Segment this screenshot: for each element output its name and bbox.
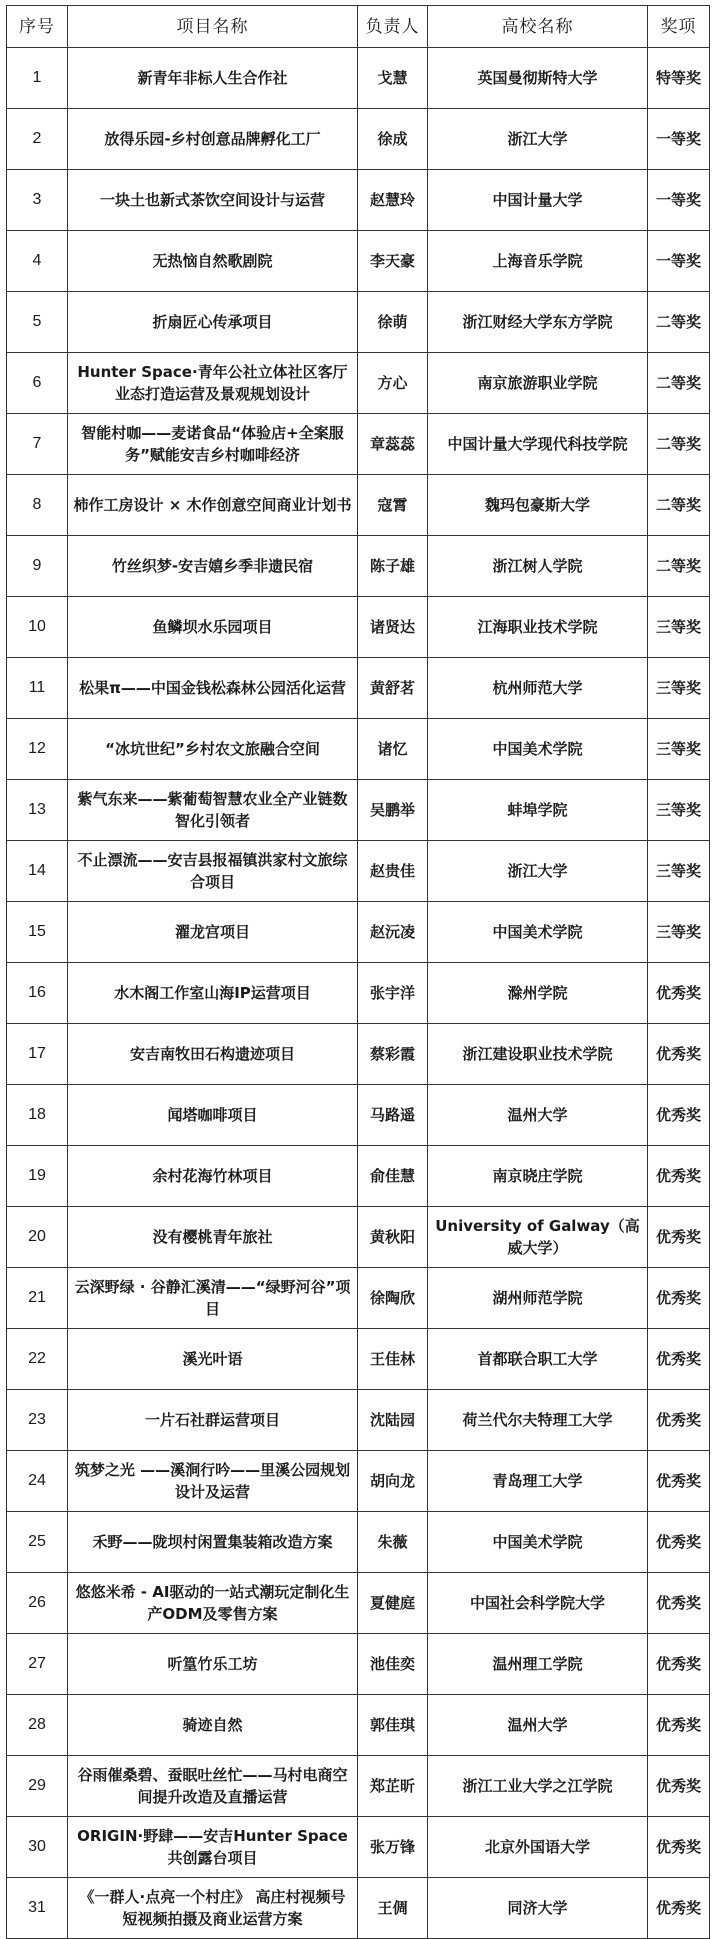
- cell-school: 杭州师范大学: [428, 658, 648, 719]
- cell-project: 一片石社群运营项目: [68, 1390, 358, 1451]
- cell-project: 无热恼自然歌剧院: [68, 231, 358, 292]
- cell-award: 三等奖: [648, 780, 710, 841]
- cell-award: 二等奖: [648, 292, 710, 353]
- cell-school: 南京晓庄学院: [428, 1146, 648, 1207]
- cell-award: 优秀奖: [648, 1817, 710, 1878]
- cell-leader: 张万锋: [358, 1817, 428, 1878]
- cell-award: 优秀奖: [648, 1756, 710, 1817]
- cell-school: 浙江财经大学东方学院: [428, 292, 648, 353]
- cell-award: 三等奖: [648, 597, 710, 658]
- cell-leader: 赵沅凌: [358, 902, 428, 963]
- cell-project: 紫气东来——紫葡萄智慧农业全产业链数智化引领者: [68, 780, 358, 841]
- cell-leader: 戈慧: [358, 48, 428, 109]
- cell-school: 江海职业技术学院: [428, 597, 648, 658]
- cell-no: 30: [7, 1817, 68, 1878]
- cell-school: University of Galway（高威大学）: [428, 1207, 648, 1268]
- header-school: 高校名称: [428, 6, 648, 48]
- cell-project: 悠悠米希 - AI驱动的一站式潮玩定制化生产ODM及零售方案: [68, 1573, 358, 1634]
- cell-award: 一等奖: [648, 170, 710, 231]
- cell-award: 优秀奖: [648, 1695, 710, 1756]
- table-row: [7, 719, 710, 780]
- cell-school: 青岛理工大学: [428, 1451, 648, 1512]
- cell-award: 优秀奖: [648, 963, 710, 1024]
- cell-no: 20: [7, 1207, 68, 1268]
- cell-school: 湖州师范学院: [428, 1268, 648, 1329]
- cell-no: 8: [7, 475, 68, 536]
- cell-leader: 诸贤达: [358, 597, 428, 658]
- table-row: [7, 1695, 710, 1756]
- cell-award: 三等奖: [648, 719, 710, 780]
- table-row: [7, 1756, 710, 1817]
- cell-no: 26: [7, 1573, 68, 1634]
- table-row: [7, 1024, 710, 1085]
- cell-project: 智能村咖——麦诺食品“体验店+全案服务”赋能安吉乡村咖啡经济: [68, 414, 358, 475]
- awards-sheet: [6, 5, 709, 1939]
- cell-leader: 黄秋阳: [358, 1207, 428, 1268]
- cell-leader: 章蕊蕊: [358, 414, 428, 475]
- cell-award: 特等奖: [648, 48, 710, 109]
- table-row: [7, 109, 710, 170]
- cell-school: 北京外国语大学: [428, 1817, 648, 1878]
- table-row: [7, 1268, 710, 1329]
- cell-leader: 诸忆: [358, 719, 428, 780]
- table-row: [7, 475, 710, 536]
- cell-leader: 王佳林: [358, 1329, 428, 1390]
- table-row: [7, 1085, 710, 1146]
- cell-project: Hunter Space·青年公社立体社区客厅业态打造运营及景观规划设计: [68, 353, 358, 414]
- cell-no: 6: [7, 353, 68, 414]
- cell-leader: 郭佳琪: [358, 1695, 428, 1756]
- cell-no: 27: [7, 1634, 68, 1695]
- cell-no: 15: [7, 902, 68, 963]
- cell-award: 优秀奖: [648, 1878, 710, 1939]
- cell-project: 新青年非标人生合作社: [68, 48, 358, 109]
- cell-award: 优秀奖: [648, 1207, 710, 1268]
- cell-project: 禾野——陇坝村闲置集装箱改造方案: [68, 1512, 358, 1573]
- table-row: [7, 841, 710, 902]
- cell-no: 2: [7, 109, 68, 170]
- cell-leader: 赵慧玲: [358, 170, 428, 231]
- cell-no: 31: [7, 1878, 68, 1939]
- cell-no: 10: [7, 597, 68, 658]
- cell-school: 温州大学: [428, 1085, 648, 1146]
- header-project: 项目名称: [68, 6, 358, 48]
- cell-no: 14: [7, 841, 68, 902]
- cell-leader: 寇霄: [358, 475, 428, 536]
- cell-no: 13: [7, 780, 68, 841]
- cell-project: 濯龙宫项目: [68, 902, 358, 963]
- cell-leader: 吴鹏举: [358, 780, 428, 841]
- cell-no: 3: [7, 170, 68, 231]
- cell-school: 中国美术学院: [428, 719, 648, 780]
- cell-award: 优秀奖: [648, 1512, 710, 1573]
- cell-no: 9: [7, 536, 68, 597]
- cell-no: 25: [7, 1512, 68, 1573]
- table-row: [7, 536, 710, 597]
- cell-project: 《一群人·点亮一个村庄》 高庄村视频号 短视频拍摄及商业运营方案: [68, 1878, 358, 1939]
- cell-leader: 沈陆园: [358, 1390, 428, 1451]
- header-leader: 负责人: [358, 6, 428, 48]
- cell-leader: 方心: [358, 353, 428, 414]
- cell-leader: 黄舒茗: [358, 658, 428, 719]
- cell-school: 浙江工业大学之江学院: [428, 1756, 648, 1817]
- cell-project: 没有樱桃青年旅社: [68, 1207, 358, 1268]
- cell-award: 二等奖: [648, 414, 710, 475]
- header-row: [7, 6, 710, 48]
- cell-leader: 马路遥: [358, 1085, 428, 1146]
- cell-no: 4: [7, 231, 68, 292]
- cell-school: 中国计量大学现代科技学院: [428, 414, 648, 475]
- cell-no: 7: [7, 414, 68, 475]
- cell-award: 优秀奖: [648, 1329, 710, 1390]
- cell-project: 余村花海竹林项目: [68, 1146, 358, 1207]
- cell-project: 安吉南牧田石构遗迹项目: [68, 1024, 358, 1085]
- cell-school: 浙江大学: [428, 109, 648, 170]
- table-row: [7, 658, 710, 719]
- cell-award: 三等奖: [648, 841, 710, 902]
- table-row: [7, 231, 710, 292]
- cell-leader: 夏健庭: [358, 1573, 428, 1634]
- table-row: [7, 353, 710, 414]
- table-row: [7, 1390, 710, 1451]
- cell-project: ORIGIN·野肆——安吉Hunter Space共创露台项目: [68, 1817, 358, 1878]
- cell-project: 放得乐园-乡村创意品牌孵化工厂: [68, 109, 358, 170]
- awards-table: [6, 5, 710, 1939]
- cell-project: “冰坑世纪”乡村农文旅融合空间: [68, 719, 358, 780]
- cell-project: 鱼鳞坝水乐园项目: [68, 597, 358, 658]
- header-no: 序号: [7, 6, 68, 48]
- cell-no: 22: [7, 1329, 68, 1390]
- cell-school: 荷兰代尔夫特理工大学: [428, 1390, 648, 1451]
- cell-school: 浙江树人学院: [428, 536, 648, 597]
- cell-award: 二等奖: [648, 353, 710, 414]
- cell-school: 中国社会科学院大学: [428, 1573, 648, 1634]
- cell-project: 松果π——中国金钱松森林公园活化运营: [68, 658, 358, 719]
- cell-award: 优秀奖: [648, 1634, 710, 1695]
- cell-project: 听篁竹乐工坊: [68, 1634, 358, 1695]
- table-row: [7, 902, 710, 963]
- cell-school: 中国美术学院: [428, 902, 648, 963]
- cell-no: 23: [7, 1390, 68, 1451]
- table-row: [7, 1512, 710, 1573]
- header-award: 奖项: [648, 6, 710, 48]
- cell-leader: 俞佳慧: [358, 1146, 428, 1207]
- cell-no: 16: [7, 963, 68, 1024]
- cell-school: 浙江大学: [428, 841, 648, 902]
- cell-award: 优秀奖: [648, 1268, 710, 1329]
- cell-no: 24: [7, 1451, 68, 1512]
- table-row: [7, 292, 710, 353]
- cell-school: 英国曼彻斯特大学: [428, 48, 648, 109]
- cell-leader: 池佳奕: [358, 1634, 428, 1695]
- cell-award: 优秀奖: [648, 1085, 710, 1146]
- cell-no: 21: [7, 1268, 68, 1329]
- cell-award: 三等奖: [648, 658, 710, 719]
- cell-award: 优秀奖: [648, 1146, 710, 1207]
- table-row: [7, 963, 710, 1024]
- cell-leader: 徐成: [358, 109, 428, 170]
- cell-award: 三等奖: [648, 902, 710, 963]
- table-header: [7, 6, 710, 48]
- cell-leader: 徐陶欣: [358, 1268, 428, 1329]
- cell-leader: 郑芷昕: [358, 1756, 428, 1817]
- table-row: [7, 780, 710, 841]
- table-row: [7, 170, 710, 231]
- table-row: [7, 1451, 710, 1512]
- cell-no: 19: [7, 1146, 68, 1207]
- cell-project: 水木阁工作室山海IP运营项目: [68, 963, 358, 1024]
- cell-project: 闻塔咖啡项目: [68, 1085, 358, 1146]
- cell-project: 不止漂流——安吉县报福镇洪家村文旅综合项目: [68, 841, 358, 902]
- table-row: [7, 1878, 710, 1939]
- table-row: [7, 1817, 710, 1878]
- cell-leader: 陈子雄: [358, 536, 428, 597]
- cell-award: 优秀奖: [648, 1024, 710, 1085]
- cell-project: 骑迹自然: [68, 1695, 358, 1756]
- cell-school: 上海音乐学院: [428, 231, 648, 292]
- table-row: [7, 1573, 710, 1634]
- cell-award: 一等奖: [648, 231, 710, 292]
- cell-award: 优秀奖: [648, 1451, 710, 1512]
- table-row: [7, 1146, 710, 1207]
- table-row: [7, 597, 710, 658]
- cell-leader: 张宇洋: [358, 963, 428, 1024]
- cell-school: 同济大学: [428, 1878, 648, 1939]
- cell-no: 18: [7, 1085, 68, 1146]
- cell-school: 温州大学: [428, 1695, 648, 1756]
- cell-award: 一等奖: [648, 109, 710, 170]
- cell-leader: 朱薇: [358, 1512, 428, 1573]
- cell-project: 竹丝织梦-安吉嬉乡季非遗民宿: [68, 536, 358, 597]
- cell-no: 28: [7, 1695, 68, 1756]
- cell-no: 1: [7, 48, 68, 109]
- cell-school: 魏玛包豪斯大学: [428, 475, 648, 536]
- table-row: [7, 1329, 710, 1390]
- cell-school: 首都联合职工大学: [428, 1329, 648, 1390]
- cell-leader: 王倜: [358, 1878, 428, 1939]
- cell-school: 南京旅游职业学院: [428, 353, 648, 414]
- cell-project: 溪光叶语: [68, 1329, 358, 1390]
- cell-leader: 蔡彩霞: [358, 1024, 428, 1085]
- cell-school: 蚌埠学院: [428, 780, 648, 841]
- cell-project: 折扇匠心传承项目: [68, 292, 358, 353]
- cell-school: 中国美术学院: [428, 1512, 648, 1573]
- cell-project: 一块土也新式茶饮空间设计与运营: [68, 170, 358, 231]
- cell-award: 二等奖: [648, 475, 710, 536]
- cell-school: 滁州学院: [428, 963, 648, 1024]
- table-row: [7, 1634, 710, 1695]
- table-body: [7, 48, 710, 1939]
- cell-school: 浙江建设职业技术学院: [428, 1024, 648, 1085]
- cell-no: 29: [7, 1756, 68, 1817]
- cell-award: 优秀奖: [648, 1390, 710, 1451]
- cell-leader: 赵贵佳: [358, 841, 428, 902]
- cell-project: 云深野绿 · 谷静汇溪清——“绿野河谷”项目: [68, 1268, 358, 1329]
- cell-project: 筑梦之光 ——溪涧行吟——里溪公园规划设计及运营: [68, 1451, 358, 1512]
- cell-school: 中国计量大学: [428, 170, 648, 231]
- cell-school: 温州理工学院: [428, 1634, 648, 1695]
- table-row: [7, 1207, 710, 1268]
- cell-project: 谷雨催桑碧、蚕眠吐丝忙——马村电商空间提升改造及直播运营: [68, 1756, 358, 1817]
- table-row: [7, 414, 710, 475]
- cell-leader: 李天豪: [358, 231, 428, 292]
- cell-leader: 胡向龙: [358, 1451, 428, 1512]
- cell-project: 柿作工房设计 × 木作创意空间商业计划书: [68, 475, 358, 536]
- cell-no: 12: [7, 719, 68, 780]
- cell-award: 优秀奖: [648, 1573, 710, 1634]
- cell-no: 17: [7, 1024, 68, 1085]
- cell-award: 二等奖: [648, 536, 710, 597]
- cell-leader: 徐萌: [358, 292, 428, 353]
- table-row: [7, 48, 710, 109]
- cell-no: 11: [7, 658, 68, 719]
- cell-no: 5: [7, 292, 68, 353]
